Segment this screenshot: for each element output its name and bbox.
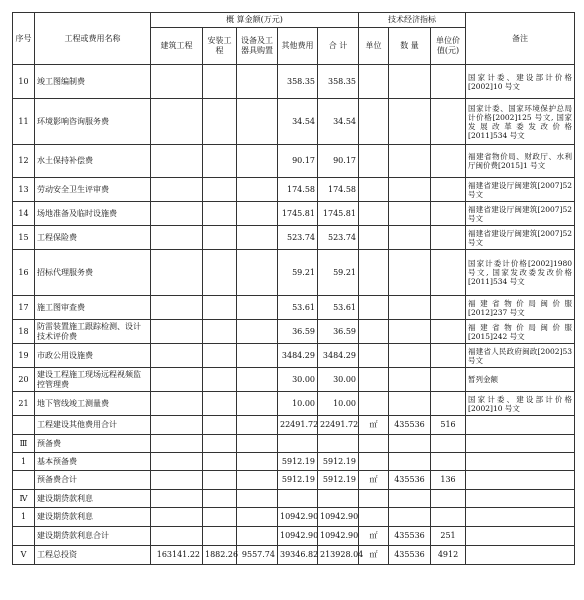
cell-qty: 435536 [389, 416, 431, 435]
header-unit-value: 单位价值(元) [431, 28, 466, 65]
header-seq: 序号 [13, 13, 35, 65]
cell-other: 59.21 [278, 250, 318, 296]
table-row [13, 435, 575, 453]
cell-qty [389, 435, 431, 453]
cell-other: 36.59 [278, 320, 318, 344]
cell-qty [389, 368, 431, 392]
cell-install [203, 392, 237, 416]
cell-build [151, 250, 203, 296]
cell-unit [359, 178, 389, 202]
cell-unit-value: 4912 [431, 546, 466, 565]
cell-total: 10.00 [318, 392, 359, 416]
cell-build [151, 344, 203, 368]
cell-unit: ㎡ [359, 527, 389, 546]
cell-unit-value [431, 344, 466, 368]
cell-unit [359, 99, 389, 145]
cell-qty [389, 320, 431, 344]
cell-unit-value [431, 226, 466, 250]
cell-install: 1882.26 [203, 546, 237, 565]
cell-unit-value [431, 65, 466, 99]
table-row [13, 527, 575, 546]
cell-unit: ㎡ [359, 471, 389, 490]
cell-unit: ㎡ [359, 546, 389, 565]
cell-name: 基本预备费 [35, 453, 151, 471]
cell-build [151, 320, 203, 344]
header-qty: 数 量 [389, 28, 431, 65]
cell-total: 36.59 [318, 320, 359, 344]
cell-remark: 福建省物价局闽价服[2015]242 号文 [466, 320, 575, 344]
table-row [13, 416, 575, 435]
cell-qty [389, 145, 431, 178]
cell-other: 3484.29 [278, 344, 318, 368]
cell-qty [389, 65, 431, 99]
cell-equip [237, 344, 278, 368]
table-row [13, 546, 575, 565]
cell-seq: 19 [13, 344, 35, 368]
cell-total: 213928.04 [318, 546, 359, 565]
cell-seq [13, 416, 35, 435]
cell-seq: 12 [13, 145, 35, 178]
cell-equip [237, 226, 278, 250]
budget-estimate-table [12, 12, 575, 565]
cell-name: 防雷装置施工跟踪检测、设计技术评价费 [35, 320, 151, 344]
header-install: 安装工程 [203, 28, 237, 65]
cell-build: 163141.22 [151, 546, 203, 565]
cell-qty [389, 250, 431, 296]
cell-unit-value [431, 99, 466, 145]
header-remark: 备注 [466, 13, 575, 65]
cell-install [203, 202, 237, 226]
table-row [13, 202, 575, 226]
cell-unit [359, 368, 389, 392]
cell-qty [389, 453, 431, 471]
cell-name: 地下管线竣工测量费 [35, 392, 151, 416]
cell-name: 施工图审查费 [35, 296, 151, 320]
cell-unit-value: 136 [431, 471, 466, 490]
cell-build [151, 99, 203, 145]
cell-name: 工程建设其他费用合计 [35, 416, 151, 435]
cell-build [151, 490, 203, 508]
cell-name: 竣工图编制费 [35, 65, 151, 99]
cell-other: 10942.90 [278, 508, 318, 527]
cell-equip [237, 490, 278, 508]
header-unit: 单位 [359, 28, 389, 65]
cell-seq: 21 [13, 392, 35, 416]
header-build: 建筑工程 [151, 28, 203, 65]
cell-total [318, 435, 359, 453]
cell-equip [237, 416, 278, 435]
cell-equip [237, 99, 278, 145]
cell-qty: 435536 [389, 471, 431, 490]
table-row [13, 145, 575, 178]
cell-unit-value [431, 145, 466, 178]
cell-name: 市政公用设施费 [35, 344, 151, 368]
cell-equip [237, 471, 278, 490]
cell-remark: 暂列金额 [466, 368, 575, 392]
cell-unit-value [431, 320, 466, 344]
cell-equip [237, 435, 278, 453]
cell-install [203, 320, 237, 344]
cell-total: 1745.81 [318, 202, 359, 226]
cell-unit-value: 251 [431, 527, 466, 546]
cell-remark: 福建省人民政府闽政[2002]53 号文 [466, 344, 575, 368]
cell-remark: 福建省建设厅闽建筑[2007]52 号文 [466, 226, 575, 250]
table-row [13, 296, 575, 320]
cell-total: 3484.29 [318, 344, 359, 368]
cell-seq [13, 471, 35, 490]
cell-seq: Ⅲ [13, 435, 35, 453]
cell-seq: 1 [13, 508, 35, 527]
cell-seq: 14 [13, 202, 35, 226]
cell-build [151, 453, 203, 471]
cell-remark [466, 546, 575, 565]
cell-equip [237, 368, 278, 392]
table-row [13, 508, 575, 527]
cell-seq: Ⅴ [13, 546, 35, 565]
cell-equip [237, 453, 278, 471]
cell-install [203, 416, 237, 435]
table-row [13, 226, 575, 250]
cell-remark [466, 527, 575, 546]
cell-total: 10942.90 [318, 527, 359, 546]
cell-other: 5912.19 [278, 471, 318, 490]
cell-install [203, 250, 237, 296]
table-row [13, 99, 575, 145]
cell-build [151, 471, 203, 490]
cell-unit [359, 344, 389, 368]
cell-seq: 20 [13, 368, 35, 392]
cell-name: 建设工程施工现场远程视频监控管理费 [35, 368, 151, 392]
cell-build [151, 392, 203, 416]
cell-install [203, 453, 237, 471]
cell-remark: 福建省建设厅闽建筑[2007]52 号文 [466, 202, 575, 226]
cell-unit-value [431, 435, 466, 453]
header-total: 合 计 [318, 28, 359, 65]
cell-equip [237, 250, 278, 296]
cell-remark: 福建省建设厅闽建筑[2007]52 号文 [466, 178, 575, 202]
cell-equip [237, 296, 278, 320]
cell-build [151, 296, 203, 320]
cell-install [203, 435, 237, 453]
cell-equip: 9557.74 [237, 546, 278, 565]
cell-seq: 13 [13, 178, 35, 202]
cell-unit-value [431, 202, 466, 226]
cell-unit-value [431, 296, 466, 320]
cell-build [151, 178, 203, 202]
cell-equip [237, 202, 278, 226]
table-row [13, 344, 575, 368]
cell-unit-value [431, 453, 466, 471]
table-row [13, 471, 575, 490]
cell-remark [466, 508, 575, 527]
cell-qty [389, 226, 431, 250]
cell-remark: 福建省物价局闽价服[2012]237 号文 [466, 296, 575, 320]
cell-unit [359, 320, 389, 344]
cell-unit-value [431, 508, 466, 527]
cell-equip [237, 320, 278, 344]
cell-install [203, 471, 237, 490]
cell-total: 5912.19 [318, 453, 359, 471]
cell-total: 90.17 [318, 145, 359, 178]
cell-install [203, 490, 237, 508]
cell-unit-value: 516 [431, 416, 466, 435]
cell-unit-value [431, 490, 466, 508]
cell-unit [359, 392, 389, 416]
table-row [13, 368, 575, 392]
cell-seq [13, 527, 35, 546]
cell-qty: 435536 [389, 546, 431, 565]
cell-install [203, 178, 237, 202]
cell-install [203, 145, 237, 178]
cell-seq: 1 [13, 453, 35, 471]
cell-unit-value [431, 178, 466, 202]
header-equip: 设备及工器具购置 [237, 28, 278, 65]
cell-unit [359, 508, 389, 527]
cell-build [151, 527, 203, 546]
table-row [13, 250, 575, 296]
cell-qty [389, 202, 431, 226]
cell-total: 174.58 [318, 178, 359, 202]
cell-build [151, 145, 203, 178]
cell-remark: 福建省物价局、财政厅、水利厅闽价费[2015]1 号文 [466, 145, 575, 178]
table-body [13, 65, 575, 565]
cell-other: 53.61 [278, 296, 318, 320]
cell-name: 建设期贷款利息合计 [35, 527, 151, 546]
cell-unit [359, 296, 389, 320]
cell-remark [466, 435, 575, 453]
cell-other [278, 490, 318, 508]
cell-name: 环境影响咨询服务费 [35, 99, 151, 145]
cell-install [203, 65, 237, 99]
cell-build [151, 508, 203, 527]
cell-remark: 国家计委、建设部计价格[2002]10 号文 [466, 65, 575, 99]
cell-other: 358.35 [278, 65, 318, 99]
cell-seq: 18 [13, 320, 35, 344]
cell-equip [237, 392, 278, 416]
cell-unit [359, 490, 389, 508]
cell-other: 10942.90 [278, 527, 318, 546]
cell-build [151, 368, 203, 392]
cell-total: 358.35 [318, 65, 359, 99]
header-tech-group: 技术经济指标 [359, 13, 466, 28]
cell-qty [389, 178, 431, 202]
table-row [13, 490, 575, 508]
cell-equip [237, 65, 278, 99]
cell-build [151, 202, 203, 226]
cell-name: 工程保险费 [35, 226, 151, 250]
cell-build [151, 435, 203, 453]
cell-qty: 435536 [389, 527, 431, 546]
header-other: 其他费用 [278, 28, 318, 65]
cell-name: 劳动安全卫生评审费 [35, 178, 151, 202]
cell-remark: 国家计委、国家环境保护总局计价格[2002]125 号文, 国家发展改革委发改价格[2011]534 号文 [466, 99, 575, 145]
cell-build [151, 416, 203, 435]
cell-seq: Ⅳ [13, 490, 35, 508]
cell-install [203, 344, 237, 368]
cell-name: 场地准备及临时设施费 [35, 202, 151, 226]
cell-other [278, 435, 318, 453]
cell-unit-value [431, 392, 466, 416]
cell-unit [359, 65, 389, 99]
cell-total: 523.74 [318, 226, 359, 250]
cell-name: 预备费合计 [35, 471, 151, 490]
cell-qty [389, 344, 431, 368]
cell-unit [359, 202, 389, 226]
cell-other: 30.00 [278, 368, 318, 392]
cell-other: 22491.72 [278, 416, 318, 435]
cell-remark [466, 453, 575, 471]
table-row [13, 65, 575, 99]
cell-unit [359, 145, 389, 178]
cell-name: 工程总投资 [35, 546, 151, 565]
cell-build [151, 226, 203, 250]
cell-total: 22491.72 [318, 416, 359, 435]
cell-remark [466, 416, 575, 435]
cell-install [203, 296, 237, 320]
table-row [13, 392, 575, 416]
cell-remark [466, 471, 575, 490]
cell-other: 174.58 [278, 178, 318, 202]
cell-qty [389, 392, 431, 416]
header-name: 工程或费用名称 [35, 13, 151, 65]
cell-seq: 17 [13, 296, 35, 320]
cell-seq: 16 [13, 250, 35, 296]
cell-qty [389, 490, 431, 508]
cell-equip [237, 178, 278, 202]
cell-remark: 国家计委计价格[2002]1980 号文, 国家发改委发改价格[2011]534 号文 [466, 250, 575, 296]
cell-seq: 15 [13, 226, 35, 250]
cell-other: 39346.82 [278, 546, 318, 565]
cell-install [203, 368, 237, 392]
cell-qty [389, 508, 431, 527]
cell-install [203, 508, 237, 527]
cell-other: 34.54 [278, 99, 318, 145]
cell-equip [237, 508, 278, 527]
table-row [13, 320, 575, 344]
cell-unit [359, 226, 389, 250]
cell-total: 30.00 [318, 368, 359, 392]
cell-qty [389, 99, 431, 145]
cell-seq: 11 [13, 99, 35, 145]
cell-equip [237, 527, 278, 546]
cell-build [151, 65, 203, 99]
cell-total: 34.54 [318, 99, 359, 145]
cell-unit: ㎡ [359, 416, 389, 435]
cell-unit [359, 435, 389, 453]
cell-qty [389, 296, 431, 320]
cell-unit-value [431, 250, 466, 296]
cell-name: 建设期贷款利息 [35, 508, 151, 527]
cell-total: 5912.19 [318, 471, 359, 490]
cell-name: 招标代理服务费 [35, 250, 151, 296]
cell-name: 预备费 [35, 435, 151, 453]
cell-install [203, 527, 237, 546]
cell-name: 水土保持补偿费 [35, 145, 151, 178]
cell-install [203, 99, 237, 145]
cell-unit [359, 453, 389, 471]
cell-other: 5912.19 [278, 453, 318, 471]
cell-seq: 10 [13, 65, 35, 99]
cell-total: 10942.90 [318, 508, 359, 527]
cell-remark: 国家计委、建设部计价格[2002]10 号文 [466, 392, 575, 416]
table-row [13, 178, 575, 202]
cell-other: 90.17 [278, 145, 318, 178]
cell-total: 59.21 [318, 250, 359, 296]
cell-other: 10.00 [278, 392, 318, 416]
table-row [13, 453, 575, 471]
cell-other: 523.74 [278, 226, 318, 250]
header-estimate-group: 概 算金额(万元) [151, 13, 359, 28]
cell-other: 1745.81 [278, 202, 318, 226]
cell-unit-value [431, 368, 466, 392]
cell-unit [359, 250, 389, 296]
cell-install [203, 226, 237, 250]
cell-name: 建设期贷款利息 [35, 490, 151, 508]
cell-total [318, 490, 359, 508]
cell-equip [237, 145, 278, 178]
cell-total: 53.61 [318, 296, 359, 320]
cell-remark [466, 490, 575, 508]
